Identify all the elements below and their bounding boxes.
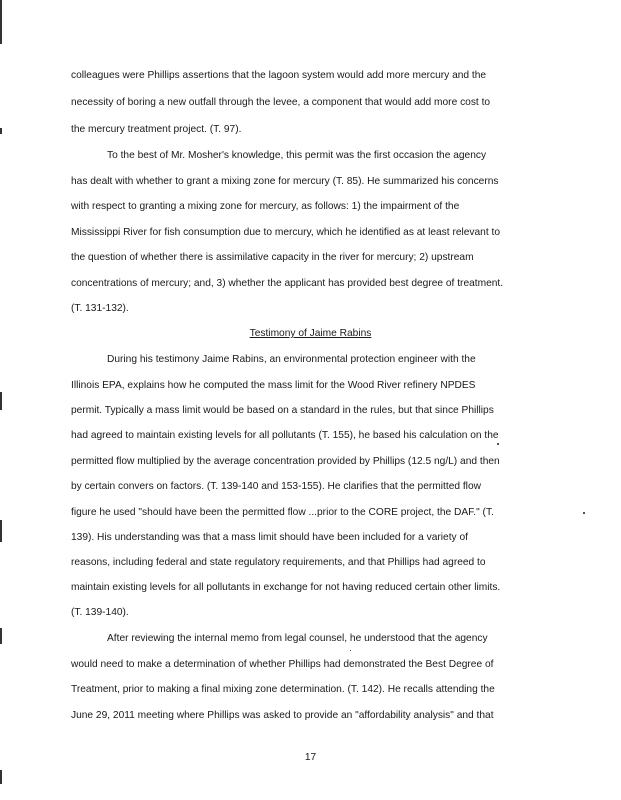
line-text: Mississippi River for fish consumption due to mercury, which he identified as at least relevant to — [71, 227, 501, 238]
line-text: (T. 131-132). — [71, 303, 129, 314]
line-text: maintain existing levels for all pollutants in exchange for not having reduced certain other limits. — [71, 582, 501, 593]
line-text: reasons, including federal and state regulatory requirements, and that Phillips had agreed to — [71, 557, 486, 568]
line-text: To the best of Mr. Mosher's knowledge, this permit was the first occasion the agency — [107, 150, 487, 161]
line-text: During his testimony Jaime Rabins, an environmental protection engineer with the — [107, 354, 476, 365]
scan-speck — [583, 512, 585, 514]
line-text: figure he used "should have been the permitted flow ...prior to the CORE project, the DAF." (T. — [71, 507, 494, 518]
line-text: the question of whether there is assimilative capacity in the river for mercury; 2) upstream — [71, 252, 474, 263]
page-number — [0, 751, 621, 764]
line-text: After reviewing the internal memo from legal counsel, he understood that the agency — [107, 633, 488, 644]
line-text: Treatment, prior to making a final mixing zone determination. (T. 142). He recalls attending the — [71, 684, 495, 695]
line-text: concentrations of mercury; and, 3) whether the applicant has provided best degree of treatment. — [71, 278, 504, 289]
scan-speck — [497, 443, 499, 445]
scan-edge-mark — [0, 392, 2, 410]
scan-speck — [350, 650, 351, 651]
page-number-text: 17 — [304, 752, 317, 763]
line-text: by certain convers on factors. (T. 139-140 and 153-155). He clarifies that the permitted flow — [71, 481, 481, 492]
line-text: with respect to granting a mixing zone for mercury, as follows: 1) the impairment of the — [71, 201, 460, 212]
line-text: colleagues were Phillips assertions that the lagoon system would add more mercury and the — [71, 70, 487, 81]
scan-edge-mark — [0, 0, 2, 44]
line-text: necessity of boring a new outfall through the levee, a component that would add more cost to — [71, 97, 491, 108]
line-text: has dealt with whether to grant a mixing zone for mercury (T. 85). He summarized his concerns — [71, 176, 499, 187]
line-text: Illinois EPA, explains how he computed the mass limit for the Wood River refinery NPDES — [71, 380, 476, 391]
line-text: the mercury treatment project. (T. 97). — [71, 124, 242, 135]
section-heading-text: Testimony of Jaime Rabins — [249, 328, 372, 339]
section-heading — [0, 327, 621, 340]
line-text: June 29, 2011 meeting where Phillips was asked to provide an "affordability analysis" and that — [71, 710, 494, 721]
line-text: 139). His understanding was that a mass limit should have been included for a variety of — [71, 532, 468, 543]
scan-edge-mark — [0, 520, 2, 542]
scan-edge-mark — [0, 628, 2, 644]
line-text: permitted flow multiplied by the average concentration provided by Phillips (12.5 ng/L) and then — [71, 456, 500, 467]
scan-edge-mark — [0, 128, 2, 134]
line-text: would need to make a determination of whether Phillips had demonstrated the Best Degree of — [71, 659, 494, 670]
line-text: permit. Typically a mass limit would be based on a standard in the rules, but that since Phillips — [71, 405, 494, 416]
line-text: had agreed to maintain existing levels for all pollutants (T. 155), he based his calculation on the — [71, 430, 499, 441]
line-text: (T. 139-140). — [71, 607, 129, 618]
scan-edge-mark — [0, 770, 2, 784]
